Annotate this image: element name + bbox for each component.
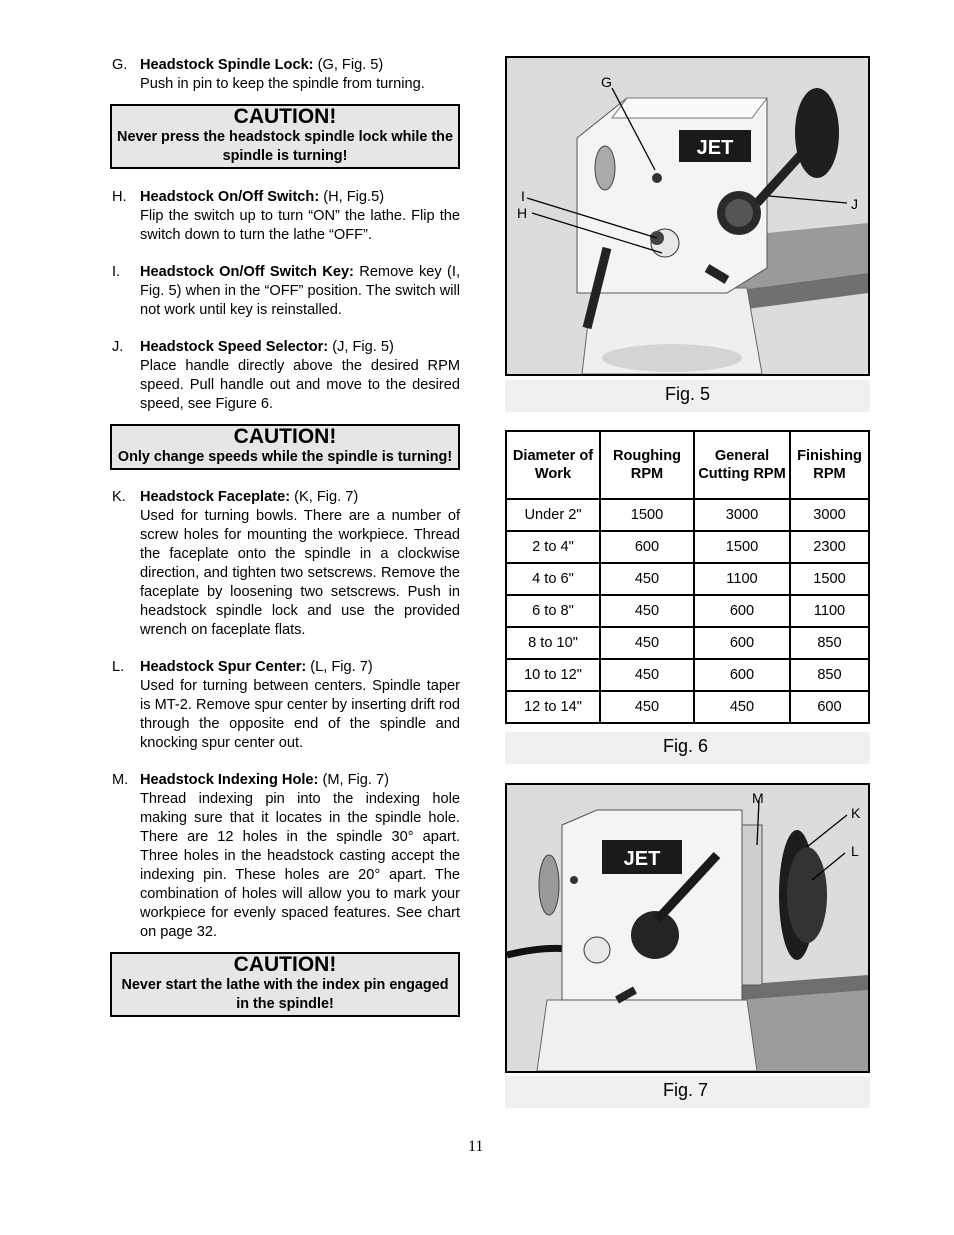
table-cell: 10 to 12" <box>506 659 600 691</box>
item-letter: G. <box>112 57 128 73</box>
item-ref: (K, Fig. 7) <box>290 489 359 505</box>
caution-text: Never press the headstock spindle lock while the spindle is turning! <box>117 129 453 164</box>
figure-7-caption: Fig. 7 <box>505 1076 870 1108</box>
table-cell: 600 <box>600 531 694 563</box>
callout-label-l: L <box>851 843 859 859</box>
item-title: Headstock Spur Center: <box>140 659 307 675</box>
item-title: Headstock Faceplate: <box>140 489 291 505</box>
caution-box <box>110 424 460 470</box>
column-header: Finishing RPM <box>790 431 869 499</box>
table-cell: 600 <box>694 659 790 691</box>
item-body: Used for turning bowls. There are a number of screw holes for mounting the workpiece. Thread the faceplate onto the spindle in a clockwise direction, and tighten two setscrews. Remove the faceplate by loosening two setscrews. Push in headstock spindle lock and use the provided wrench on faceplate flats. <box>140 508 460 638</box>
item-body: Push in pin to keep the spindle from turning. <box>140 76 425 92</box>
figure-5-caption: Fig. 5 <box>505 380 870 412</box>
callout-label-i: I <box>521 188 525 204</box>
caution-text: Never start the lathe with the index pin engaged in the spindle! <box>121 977 449 1012</box>
item-body: Thread indexing pin into the indexing hole making sure that it locates in the spindle hole. There are 12 holes in the spindle 30° apart. Three holes in the headstock casting accept the indexing pin. These holes are 20° apart. The combination of holes will allow you to mark your workpiece for evenly spaced features. See chart on page 32. <box>140 791 460 940</box>
item-i <box>110 263 460 320</box>
item-ref: (L, Fig. 7) <box>306 659 373 675</box>
table-cell: 450 <box>600 691 694 723</box>
table-cell: 850 <box>790 627 869 659</box>
table-cell: 450 <box>600 627 694 659</box>
caution-text: Only change speeds while the spindle is turning! <box>117 449 453 465</box>
lathe-headstock-illustration <box>507 58 868 374</box>
table-row <box>506 691 869 723</box>
column-header: Roughing RPM <box>600 431 694 499</box>
table-cell: 450 <box>600 659 694 691</box>
item-title: Headstock Spindle Lock: <box>140 57 314 73</box>
table-cell: 1500 <box>600 499 694 531</box>
item-ref: (G, Fig. 5) <box>313 57 384 73</box>
table-cell: 2 to 4" <box>506 531 600 563</box>
item-title: Headstock Indexing Hole: <box>140 772 319 788</box>
item-letter: M. <box>112 772 129 788</box>
item-ref: (H, Fig.5) <box>319 189 385 205</box>
lathe-headstock-front-illustration <box>507 785 868 1071</box>
table-cell: 8 to 10" <box>506 627 600 659</box>
table-cell: 2300 <box>790 531 869 563</box>
item-ref: Remove key (I, Fig. 5) when in the “OFF” position. The switch will not work until key is reinstalled. <box>140 264 460 318</box>
page-number: 11 <box>468 1138 484 1155</box>
item-m <box>110 771 460 942</box>
table-row <box>506 499 869 531</box>
item-h <box>110 188 460 245</box>
item-l <box>110 658 460 753</box>
item-letter: L. <box>112 659 125 675</box>
table-cell: 600 <box>694 595 790 627</box>
callout-label-k: K <box>851 805 861 821</box>
rpm-table <box>505 430 870 724</box>
figure-7-photo <box>505 783 870 1073</box>
item-letter: J. <box>112 339 124 355</box>
table-cell: 450 <box>600 563 694 595</box>
item-k <box>110 488 460 640</box>
item-title: Headstock On/Off Switch: <box>140 189 320 205</box>
callout-label-h: H <box>517 205 528 221</box>
table-cell: Under 2" <box>506 499 600 531</box>
table-cell: 1100 <box>694 563 790 595</box>
table-cell: 600 <box>790 691 869 723</box>
table-cell: 850 <box>790 659 869 691</box>
caution-title: CAUTION! <box>233 105 337 128</box>
table-row <box>506 595 869 627</box>
item-title: Headstock On/Off Switch Key: <box>140 264 354 280</box>
figure-6-caption: Fig. 6 <box>505 732 870 764</box>
item-letter: K. <box>112 489 126 505</box>
table-cell: 4 to 6" <box>506 563 600 595</box>
table-cell: 1100 <box>790 595 869 627</box>
table-cell: 6 to 8" <box>506 595 600 627</box>
table-cell: 450 <box>694 691 790 723</box>
item-body: Used for turning between centers. Spindle taper is MT-2. Remove spur center by inserting drift rod through the opposite end of the spindle and knocking spur center out. <box>140 678 460 751</box>
caution-box <box>110 952 460 1017</box>
figure-5-photo <box>505 56 870 376</box>
item-ref: (M, Fig. 7) <box>318 772 389 788</box>
brand-logo-text: JET <box>696 137 734 159</box>
table-cell: 600 <box>694 627 790 659</box>
item-body: Place handle directly above the desired RPM speed. Pull handle out and move to the desired speed, see Figure 6. <box>140 358 460 412</box>
column-header: Diameter of Work <box>506 431 600 499</box>
table-cell: 3000 <box>790 499 869 531</box>
table-cell: 3000 <box>694 499 790 531</box>
callout-label-m: M <box>752 790 764 806</box>
item-letter: H. <box>112 189 127 205</box>
left-column <box>110 56 460 1017</box>
item-j <box>110 338 460 414</box>
table-cell: 1500 <box>790 563 869 595</box>
brand-logo-text: JET <box>623 848 661 870</box>
item-body: Flip the switch up to turn “ON” the lathe. Flip the switch down to turn the lathe “OFF”. <box>140 208 460 243</box>
table-row <box>506 627 869 659</box>
table-cell: 450 <box>600 595 694 627</box>
caution-title: CAUTION! <box>233 953 337 976</box>
table-cell: 1500 <box>694 531 790 563</box>
callout-label-j: J <box>851 196 858 212</box>
item-letter: I. <box>112 264 121 280</box>
table-row <box>506 659 869 691</box>
table-row <box>506 531 869 563</box>
item-title: Headstock Speed Selector: <box>140 339 329 355</box>
caution-title: CAUTION! <box>233 425 337 448</box>
item-g <box>110 56 460 94</box>
column-header: General Cutting RPM <box>694 431 790 499</box>
caution-box <box>110 104 460 169</box>
table-row <box>506 563 869 595</box>
callout-label-g: G <box>601 74 612 90</box>
table-cell: 12 to 14" <box>506 691 600 723</box>
table-header-row <box>506 431 869 499</box>
item-ref: (J, Fig. 5) <box>328 339 394 355</box>
